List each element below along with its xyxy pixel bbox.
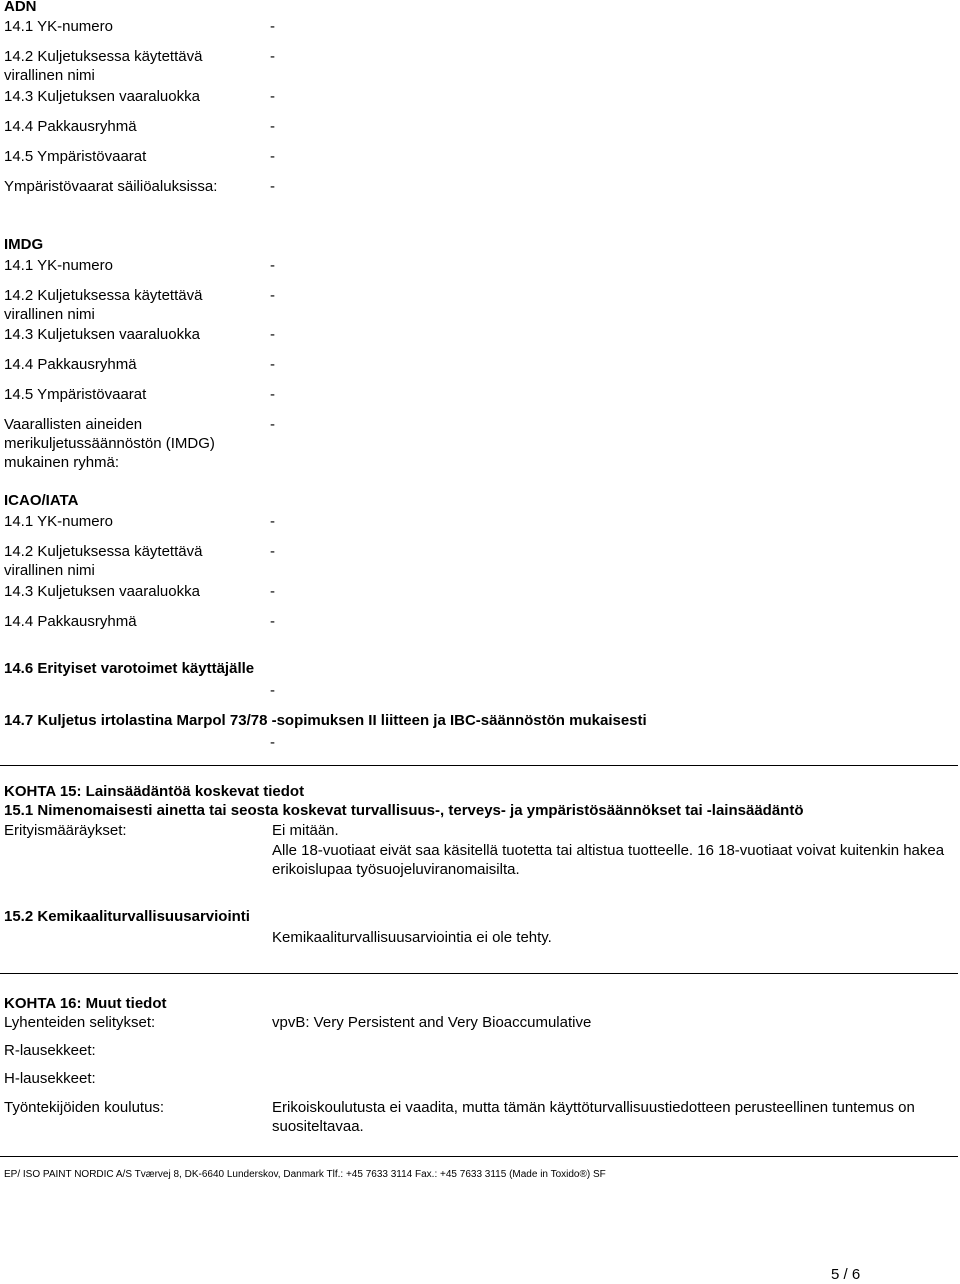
section-15-2-heading: 15.2 Kemikaaliturvallisuusarviointi — [4, 908, 250, 925]
section-15-title: KOHTA 15: Lainsäädäntöä koskevat tiedot — [4, 783, 305, 800]
special-provisions-note: Alle 18-vuotiaat eivät saa käsitellä tuotetta tai altistua tuotteelle. 16 18-vuotiaat voivat kuitenkin hakea erikoislupaa työsuojeluviranomaisilta. — [272, 842, 945, 878]
bulk-transport-value: - — [270, 734, 275, 751]
imdg-heading: IMDG — [4, 236, 44, 253]
special-provisions-label: Erityismääräykset: — [4, 822, 127, 839]
adn-packing-group-label: 14.4 Pakkausryhmä — [4, 118, 137, 135]
section-15-1-heading: 15.1 Nimenomaisesti ainetta tai seosta koskevat turvallisuus-, terveys- ja ympäristösäännökset tai -lainsäädäntö — [4, 802, 804, 819]
section-divider — [0, 973, 958, 974]
imdg-environmental-hazards-label: 14.5 Ympäristövaarat — [4, 386, 147, 403]
adn-hazard-class-label: 14.3 Kuljetuksen vaaraluokka — [4, 88, 200, 105]
imdg-segregation-group-value: - — [270, 416, 275, 433]
r-phrases-label: R-lausekkeet: — [4, 1042, 96, 1059]
icao-un-number-label: 14.1 YK-numero — [4, 513, 113, 530]
adn-proper-shipping-name-label: 14.2 Kuljetuksessa käytettävä virallinen nimi — [4, 48, 203, 84]
special-precautions-heading: 14.6 Erityiset varotoimet käyttäjälle — [4, 660, 255, 677]
imdg-hazard-class-label: 14.3 Kuljetuksen vaaraluokka — [4, 326, 200, 343]
imdg-un-number-value: - — [270, 257, 275, 274]
icao-heading: ICAO/IATA — [4, 492, 79, 509]
imdg-un-number-label: 14.1 YK-numero — [4, 257, 113, 274]
adn-un-number-value: - — [270, 18, 275, 35]
imdg-hazard-class-value: - — [270, 326, 275, 343]
adn-hazard-class-value: - — [270, 88, 275, 105]
adn-tanker-hazards-value: - — [270, 178, 275, 195]
icao-proper-shipping-name-value: - — [270, 543, 275, 560]
imdg-environmental-hazards-value: - — [270, 386, 275, 403]
abbreviations-value: vpvB: Very Persistent and Very Bioaccumulative — [272, 1014, 592, 1031]
adn-environmental-hazards-label: 14.5 Ympäristövaarat — [4, 148, 147, 165]
special-precautions-value: - — [270, 682, 275, 699]
icao-hazard-class-value: - — [270, 583, 275, 600]
adn-packing-group-value: - — [270, 118, 275, 135]
icao-un-number-value: - — [270, 513, 275, 530]
page-number: 5 / 6 — [831, 1266, 861, 1283]
section-divider — [0, 765, 958, 766]
footer-text: EP/ ISO PAINT NORDIC A/S Tværvej 8, DK-6640 Lunderskov, Danmark Tlf.: +45 7633 3114 Fax.: +45 7633 3115 (Made in Toxido®) SF — [4, 1169, 606, 1180]
icao-proper-shipping-name-label: 14.2 Kuljetuksessa käytettävä virallinen nimi — [4, 543, 203, 579]
training-label: Työntekijöiden koulutus: — [4, 1099, 165, 1116]
icao-hazard-class-label: 14.3 Kuljetuksen vaaraluokka — [4, 583, 200, 600]
footer-divider — [0, 1156, 958, 1157]
imdg-packing-group-label: 14.4 Pakkausryhmä — [4, 356, 137, 373]
section-16-title: KOHTA 16: Muut tiedot — [4, 995, 167, 1012]
imdg-packing-group-value: - — [270, 356, 275, 373]
adn-proper-shipping-name-value: - — [270, 48, 275, 65]
imdg-proper-shipping-name-label: 14.2 Kuljetuksessa käytettävä virallinen nimi — [4, 287, 203, 323]
adn-un-number-label: 14.1 YK-numero — [4, 18, 113, 35]
icao-packing-group-value: - — [270, 613, 275, 630]
bulk-transport-heading: 14.7 Kuljetus irtolastina Marpol 73/78 -sopimuksen II liitteen ja IBC-säännöstön mukaisesti — [4, 712, 647, 729]
special-provisions-value: Ei mitään. — [272, 822, 339, 839]
training-value: Erikoiskoulutusta ei vaadita, mutta tämän käyttöturvallisuustiedotteen perusteellinen tuntemus on suositeltavaa. — [272, 1099, 915, 1135]
imdg-segregation-group-label: Vaarallisten aineiden merikuljetussäännöstön (IMDG) mukainen ryhmä: — [4, 416, 215, 471]
icao-packing-group-label: 14.4 Pakkausryhmä — [4, 613, 137, 630]
abbreviations-label: Lyhenteiden selitykset: — [4, 1014, 156, 1031]
section-15-2-value: Kemikaaliturvallisuusarviointia ei ole tehty. — [272, 929, 552, 946]
imdg-proper-shipping-name-value: - — [270, 287, 275, 304]
adn-environmental-hazards-value: - — [270, 148, 275, 165]
adn-tanker-hazards-label: Ympäristövaarat säiliöaluksissa: — [4, 178, 218, 195]
adn-heading: ADN — [4, 0, 37, 15]
h-phrases-label: H-lausekkeet: — [4, 1070, 96, 1087]
